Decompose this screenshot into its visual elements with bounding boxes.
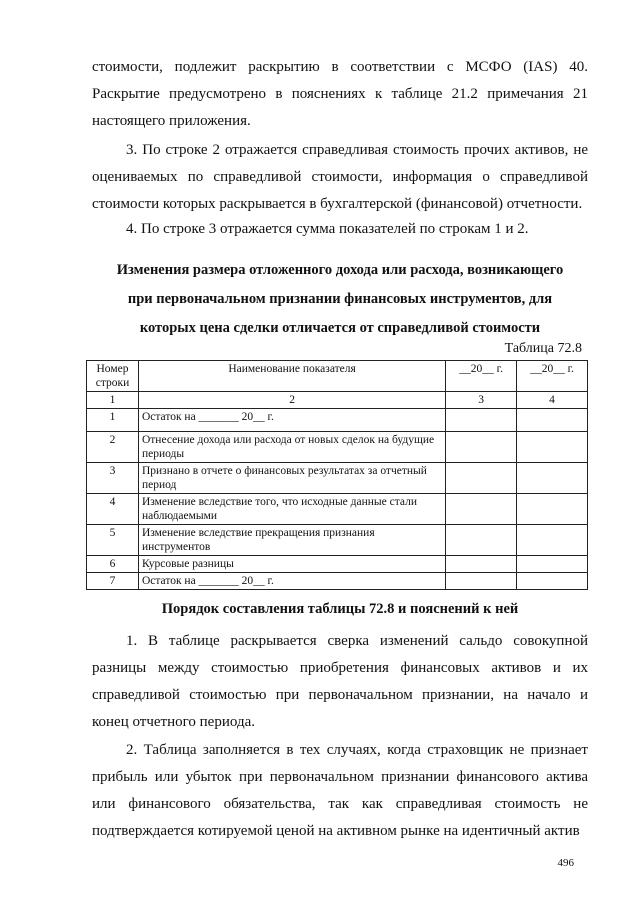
intro-paragraph <box>92 54 588 135</box>
section-subheading: Порядок составления таблицы 72.8 и пояснений к ней <box>161 601 519 617</box>
row-number: 6 <box>87 556 139 573</box>
table-header-row <box>87 361 588 392</box>
value-cell <box>517 525 588 556</box>
item-4-paragraph: 4. По строке 3 отражается сумма показателей по строкам 1 и 2. <box>126 221 529 237</box>
row-name: Остаток на _______ 20__ г. <box>138 409 445 432</box>
heading-line-1: Изменения размера отложенного дохода или расхода, возникающего <box>116 262 564 278</box>
value-cell <box>446 573 517 590</box>
table-row <box>87 556 588 573</box>
header-col-period-1: __20__ г. <box>446 361 517 392</box>
order-item-2-paragraph: 2. Таблица заполняется в тех случаях, когда страховщик не признает прибыль или убыток при первоначальном признании финансового актива или финансового обязательства, так как справедливая стоимость не подтверждается котируемой ценой на активном рынке на идентичный актив <box>92 742 588 839</box>
value-cell <box>446 525 517 556</box>
value-cell <box>517 463 588 494</box>
value-cell <box>446 432 517 463</box>
table-row <box>87 494 588 525</box>
row-number: 5 <box>87 525 139 556</box>
table-row <box>87 573 588 590</box>
row-name: Признано в отчете о финансовых результатах за отчетный период <box>138 463 445 494</box>
row-name: Остаток на _______ 20__ г. <box>138 573 445 590</box>
value-cell <box>517 556 588 573</box>
table-index-row <box>87 392 588 409</box>
table-row <box>87 463 588 494</box>
row-name: Изменение вследствие прекращения признания инструментов <box>138 525 445 556</box>
row-name: Курсовые разницы <box>138 556 445 573</box>
row-number: 2 <box>87 432 139 463</box>
header-col-name: Наименование показателя <box>138 361 445 392</box>
intro-line-3: настоящего приложения. <box>92 113 251 129</box>
index-cell: 2 <box>138 392 445 409</box>
value-cell <box>517 573 588 590</box>
value-cell <box>446 494 517 525</box>
value-cell <box>446 556 517 573</box>
table-heading <box>80 256 600 343</box>
row-number: 3 <box>87 463 139 494</box>
value-cell <box>446 409 517 432</box>
order-item-1-paragraph: 1. В таблице раскрывается сверка изменений сальдо совокупной разницы между стоимостью приобретения финансовых активов и их справедливой стоимостью при первоначальном признании, на начало и конец отчетного периода. <box>92 633 588 730</box>
row-number: 4 <box>87 494 139 525</box>
table-caption: Таблица 72.8 <box>504 341 582 356</box>
index-cell: 3 <box>446 392 517 409</box>
value-cell <box>517 409 588 432</box>
value-cell <box>517 432 588 463</box>
value-cell <box>446 463 517 494</box>
value-cell <box>517 494 588 525</box>
table-row <box>87 409 588 432</box>
intro-line-2: Раскрытие предусмотрено в пояснениях к таблице 21.2 примечания 21 <box>92 86 588 102</box>
row-name: Отнесение дохода или расхода от новых сделок на будущие периоды <box>138 432 445 463</box>
table-row <box>87 432 588 463</box>
heading-line-2: при первоначальном признании финансовых инструментов, для <box>127 291 553 307</box>
row-name: Изменение вследствие того, что исходные данные стали наблюдаемыми <box>138 494 445 525</box>
header-col-num: Номер строки <box>87 361 139 392</box>
row-number: 7 <box>87 573 139 590</box>
row-number: 1 <box>87 409 139 432</box>
index-cell: 4 <box>517 392 588 409</box>
item-3-paragraph: 3. По строке 2 отражается справедливая стоимость прочих активов, не оцениваемых по справедливой стоимости, информация о справедливой стоимости которых раскрывается в бухгалтерской (финансовой) отчетности. <box>92 142 588 212</box>
header-col-period-2: __20__ г. <box>517 361 588 392</box>
data-table <box>86 360 588 590</box>
intro-line-1: стоимости, подлежит раскрытию в соответствии с МСФО (IAS) 40. <box>92 59 588 75</box>
page-number: 496 <box>557 857 574 869</box>
heading-line-3: которых цена сделки отличается от справедливой стоимости <box>139 320 541 336</box>
table-row <box>87 525 588 556</box>
index-cell: 1 <box>87 392 139 409</box>
